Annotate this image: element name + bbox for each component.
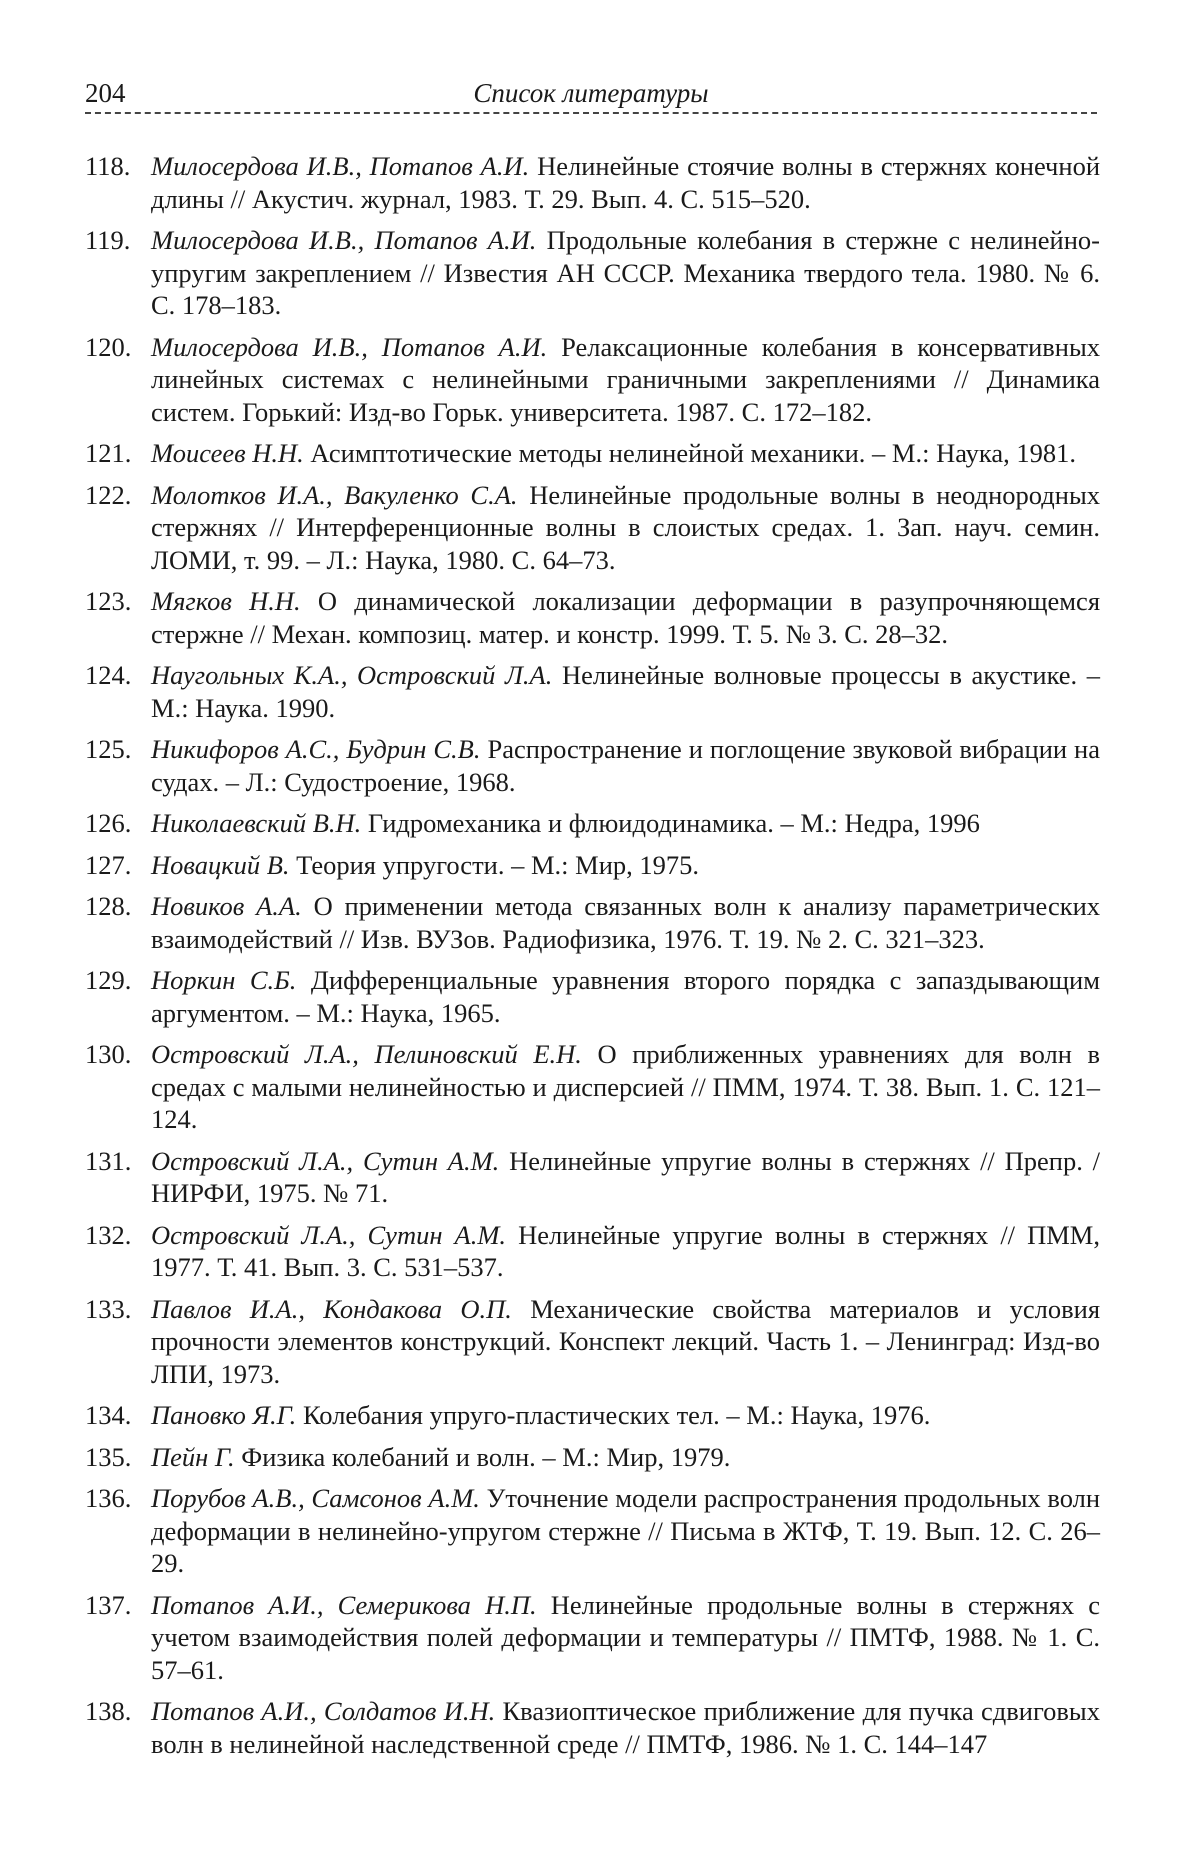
reference-entry <box>85 1589 1100 1687</box>
reference-entry <box>85 964 1100 1029</box>
reference-entry <box>85 150 1100 215</box>
reference-authors: Островский Л.А., Сутин А.М. <box>151 1219 507 1250</box>
reference-authors: Наугольных К.А., Островский Л.А. <box>151 660 553 690</box>
reference-body <box>151 331 1100 429</box>
reference-body <box>151 849 1100 882</box>
reference-entry <box>85 1399 1100 1432</box>
reference-text: Механические свойства материалов и условия прочности элементов конструкций. Конспект лекций. Часть 1. – Ленинград: Изд-во ЛПИ, 1973. <box>151 1293 1101 1389</box>
reference-body <box>151 659 1100 724</box>
reference-entry <box>85 1293 1100 1391</box>
reference-number: 130. <box>85 1039 132 1069</box>
reference-entry <box>85 1482 1100 1580</box>
reference-authors: Никифоров А.С., Будрин С.В. <box>151 734 481 764</box>
reference-text: Колебания упруго-пластических тел. – М.: Наука, 1976. <box>302 1400 931 1430</box>
reference-authors: Николаевский В.Н. <box>151 808 362 838</box>
reference-authors: Новацкий В. <box>151 849 290 880</box>
reference-authors: Милосердова И.В., Потапов А.И. <box>151 151 530 181</box>
reference-number: 134. <box>85 1400 132 1430</box>
reference-body <box>151 1589 1100 1687</box>
reference-authors: Мягков Н.Н. <box>151 586 301 616</box>
reference-authors: Павлов И.А., Кондакова О.П. <box>151 1293 512 1324</box>
reference-entry <box>85 479 1100 577</box>
reference-authors: Пановко Я.Г. <box>151 1400 297 1430</box>
reference-authors: Порубов А.В., Самсонов А.М. <box>151 1483 480 1513</box>
reference-text: Нелинейные продольные волны в стержнях с учетом взаимодействия полей деформации и температуры // ПМТФ, 1988. № 1. С. 57–61. <box>151 1589 1101 1685</box>
reference-number: 125. <box>85 734 132 764</box>
reference-text: Асимптотические методы нелинейной механики. – М.: Наука, 1981. <box>310 438 1076 468</box>
reference-text: Гидромеханика и флюидодинамика. – М.: Недра, 1996 <box>367 808 980 838</box>
reference-text: Нелинейные стоячие волны в стержнях конечной длины // Акустич. журнал, 1983. Т. 29. Вып. 4. С. 515–520. <box>151 151 1100 214</box>
reference-number: 123. <box>85 586 132 616</box>
reference-number: 122. <box>85 479 132 510</box>
reference-text: Релаксационные колебания в консервативных линейных системах с нелинейными граничными закреплениями // Динамика систем. Горький: Изд-во Горьк. университета. 1987. С. 172–182. <box>151 331 1101 427</box>
reference-text: Теория упругости. – М.: Мир, 1975. <box>296 849 700 880</box>
reference-entry <box>85 807 1100 840</box>
reference-body <box>151 224 1100 322</box>
reference-authors: Потапов А.И., Солдатов И.Н. <box>151 1696 496 1726</box>
reference-number: 136. <box>85 1483 132 1513</box>
reference-number: 129. <box>85 965 132 995</box>
reference-text: Нелинейные продольные волны в неоднородных стержнях // Интерференционные волны в слоистых средах. 1. Зап. науч. семин. ЛОМИ, т. 99. – Л.: Наука, 1980. С. 64–73. <box>151 479 1101 575</box>
reference-authors: Потапов А.И., Семерикова Н.П. <box>151 1589 537 1620</box>
reference-number: 132. <box>85 1219 132 1250</box>
reference-text: Распространение и поглощение звуковой вибрации на судах. – Л.: Судостроение, 1968. <box>151 734 1100 797</box>
reference-body <box>151 1695 1100 1760</box>
reference-body <box>151 1038 1100 1136</box>
reference-text: О применении метода связанных волн к анализу параметрических взаимодействий // Изв. ВУЗов. Радиофизика, 1976. Т. 19. № 2. С. 321–323. <box>151 891 1101 954</box>
reference-authors: Новиков А.А. <box>151 891 302 921</box>
reference-authors: Пейн Г. <box>151 1441 235 1472</box>
reference-text: Квазиоптическое приближение для пучка сдвиговых волн в нелинейной наследственной среде // ПМТФ, 1986. № 1. С. 144–147 <box>151 1696 1100 1759</box>
reference-body <box>151 150 1100 215</box>
reference-number: 127. <box>85 849 132 880</box>
reference-entry <box>85 585 1100 650</box>
page-header <box>85 70 1097 110</box>
reference-text: О приближенных уравнениях для волн в средах с малыми нелинейностью и дисперсией // ПММ, 1974. Т. 38. Вып. 1. С. 121–124. <box>151 1039 1101 1134</box>
reference-body <box>151 807 1100 840</box>
reference-entry <box>85 890 1100 955</box>
reference-text: Продольные колебания в стержне с нелинейно-упругим закреплением // Известия АН СССР. Механика твердого тела. 1980. № 6. С. 178–183. <box>151 225 1100 320</box>
reference-number: 131. <box>85 1145 132 1176</box>
reference-entry <box>85 437 1100 470</box>
reference-text: Физика колебаний и волн. – М.: Мир, 1979. <box>241 1441 731 1472</box>
reference-entry <box>85 1695 1100 1760</box>
reference-list <box>85 150 1100 1769</box>
reference-body <box>151 1219 1100 1284</box>
reference-body <box>151 585 1100 650</box>
reference-text: Дифференциальные уравнения второго порядка с запаздывающим аргументом. – М.: Наука, 1965. <box>151 965 1100 1028</box>
reference-number: 135. <box>85 1441 132 1472</box>
reference-text: О динамической локализации деформации в разупрочняющемся стержне // Механ. композиц. матер. и констр. 1999. Т. 5. № 3. С. 28–32. <box>151 586 1101 649</box>
reference-number: 121. <box>85 438 132 468</box>
reference-number: 124. <box>85 660 132 690</box>
reference-number: 137. <box>85 1589 132 1620</box>
header-rule <box>85 112 1097 114</box>
reference-body <box>151 1293 1100 1391</box>
reference-number: 138. <box>85 1696 132 1726</box>
reference-entry <box>85 331 1100 429</box>
reference-authors: Молотков И.А., Вакуленко С.А. <box>151 479 518 510</box>
reference-authors: Островский Л.А., Пелиновский Е.Н. <box>151 1039 582 1069</box>
reference-number: 133. <box>85 1293 132 1324</box>
reference-entry <box>85 659 1100 724</box>
reference-body <box>151 890 1100 955</box>
reference-number: 126. <box>85 808 132 838</box>
reference-text: Уточнение модели распространения продольных волн деформации в нелинейно-упругом стержне // Письма в ЖТФ, Т. 19. Вып. 12. С. 26–29. <box>151 1483 1100 1578</box>
reference-entry <box>85 224 1100 322</box>
reference-entry <box>85 849 1100 882</box>
running-title: Список литературы <box>473 78 709 108</box>
reference-entry <box>85 1441 1100 1474</box>
reference-body <box>151 1482 1100 1580</box>
reference-entry <box>85 1219 1100 1284</box>
reference-body <box>151 1399 1100 1432</box>
reference-body <box>151 437 1100 470</box>
reference-body <box>151 1441 1100 1474</box>
reference-body <box>151 1145 1100 1210</box>
reference-number: 120. <box>85 331 132 362</box>
reference-number: 119. <box>85 225 131 255</box>
reference-authors: Норкин С.Б. <box>151 965 297 995</box>
reference-body <box>151 479 1100 577</box>
reference-authors: Милосердова И.В., Потапов А.И. <box>151 225 537 255</box>
reference-entry <box>85 1145 1100 1210</box>
reference-authors: Милосердова И.В., Потапов А.И. <box>151 331 548 362</box>
reference-entry <box>85 1038 1100 1136</box>
reference-text: Нелинейные волновые процессы в акустике. – М.: Наука. 1990. <box>151 660 1101 723</box>
reference-body <box>151 964 1100 1029</box>
reference-body <box>151 733 1100 798</box>
reference-text: Нелинейные упругие волны в стержнях // ПММ, 1977. Т. 41. Вып. 3. С. 531–537. <box>151 1219 1100 1282</box>
reference-authors: Островский Л.А., Сутин А.М. <box>151 1145 500 1176</box>
reference-number: 128. <box>85 891 132 921</box>
reference-number: 118. <box>85 151 131 181</box>
page-number: 204 <box>85 78 126 108</box>
reference-authors: Моисеев Н.Н. <box>151 438 304 468</box>
reference-text: Нелинейные упругие волны в стержнях // Препр. / НИРФИ, 1975. № 71. <box>151 1145 1101 1208</box>
reference-entry <box>85 733 1100 798</box>
